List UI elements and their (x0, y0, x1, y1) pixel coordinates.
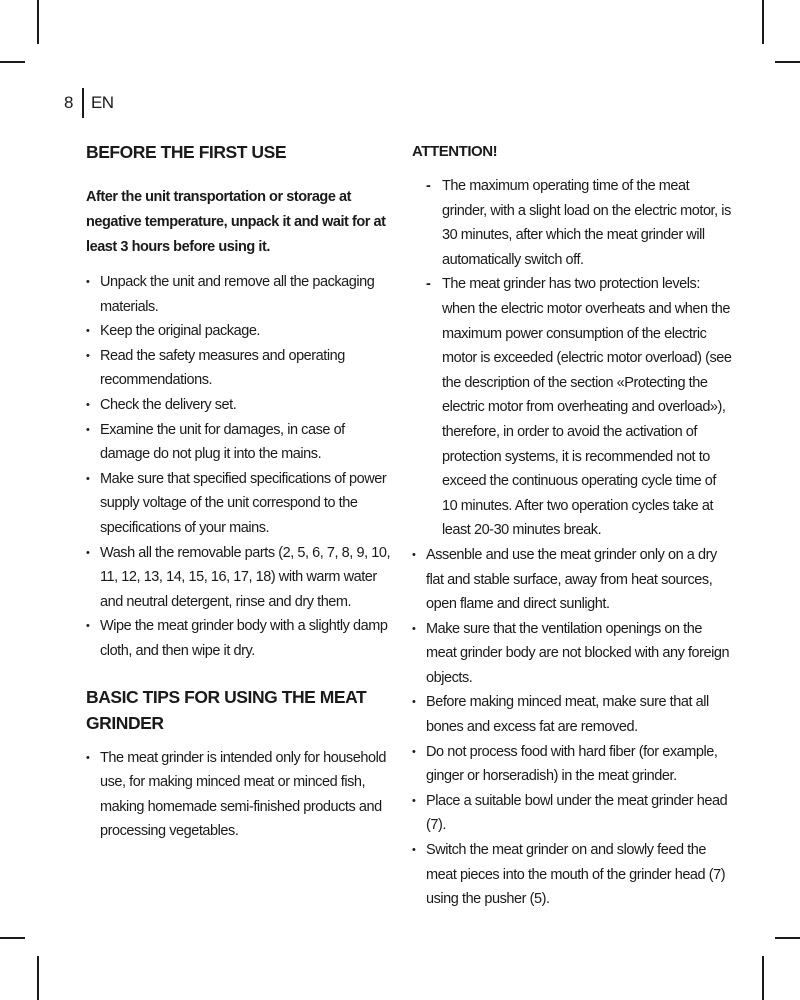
crop-mark-top-left-vertical (37, 0, 39, 44)
list-item: • Wash all the removable parts (2, 5, 6, 7, 8, 9, 10, 11, 12, 13, 14, 15, 16, 17, 18) with warm water and neutral detergent, rinse and dry them. (86, 541, 391, 615)
storage-warning-paragraph: After the unit transportation or storage at negative temperature, unpack it and wait for at least 3 hours before using it. (86, 189, 386, 255)
list-item: • Make sure that specified specifications of power supply voltage of the unit correspond to the specifications of your mains. (86, 467, 391, 541)
section-title-before-first-use: BEFORE THE FIRST USE (86, 142, 287, 162)
list-item: • The meat grinder is intended only for household use, for making minced meat or minced fish, making homemade semi-finished products and processing vegetables. (86, 746, 391, 844)
list-item: • Switch the meat grinder on and slowly feed the meat pieces into the mouth of the grinder head (7) using the pusher (5). (412, 838, 732, 912)
list-item: • Do not process food with hard fiber (for example, ginger or horseradish) in the meat grinder. (412, 740, 732, 789)
basic-tips-list (86, 746, 391, 844)
crop-mark-top-right-horizontal (775, 61, 800, 63)
right-column (412, 140, 732, 912)
list-item: • Wipe the meat grinder body with a slightly damp cloth, and then wipe it dry. (86, 614, 391, 663)
crop-mark-top-left-horizontal (0, 61, 25, 63)
list-item: - The maximum operating time of the meat grinder, with a slight load on the electric motor, is 30 minutes, after which the meat grinder will automatically switch off. (412, 174, 732, 272)
list-item: • Before making minced meat, make sure that all bones and excess fat are removed. (412, 690, 732, 739)
crop-mark-bottom-left-horizontal (0, 937, 25, 939)
language-code: EN (90, 93, 114, 112)
list-item: • Read the safety measures and operating recommendations. (86, 344, 391, 393)
list-item: - The meat grinder has two protection levels: when the electric motor overheats and when the maximum power consumption of the electric motor is exceeded (electric motor overload) (see the description of the section «Protecting the electric motor from overheating and overload»), therefore, in order to avoid the activation of protection systems, it is recommended not to exceed the continuous operating cycle time of 10 minutes. After two operation cycles take at least 20-30 minutes break. (412, 272, 732, 543)
usage-tips-list (412, 543, 732, 912)
list-item: • Make sure that the ventilation openings on the meat grinder body are not blocked with any foreign objects. (412, 617, 732, 691)
list-item: • Check the delivery set. (86, 393, 391, 418)
before-first-use-list (86, 270, 391, 664)
crop-mark-bottom-right-horizontal (775, 937, 800, 939)
page-header (64, 90, 114, 116)
list-item: • Assenble and use the meat grinder only on a dry flat and stable surface, away from heat sources, open flame and direct sunlight. (412, 543, 732, 617)
left-column (86, 140, 391, 844)
list-item: • Examine the unit for damages, in case of damage do not plug it into the mains. (86, 418, 391, 467)
crop-mark-bottom-left-vertical (37, 956, 39, 1000)
header-separator (82, 88, 84, 118)
crop-mark-bottom-right-vertical (762, 956, 764, 1000)
list-item: • Place a suitable bowl under the meat grinder head (7). (412, 789, 732, 838)
attention-list (412, 174, 732, 543)
crop-mark-top-right-vertical (762, 0, 764, 44)
attention-heading: ATTENTION! (412, 143, 498, 160)
list-item: • Unpack the unit and remove all the packaging materials. (86, 270, 391, 319)
section-title-basic-tips: BASIC TIPS FOR USING THE MEAT GRINDER (86, 686, 367, 733)
page-number: 8 (64, 93, 73, 112)
list-item: • Keep the original package. (86, 319, 391, 344)
